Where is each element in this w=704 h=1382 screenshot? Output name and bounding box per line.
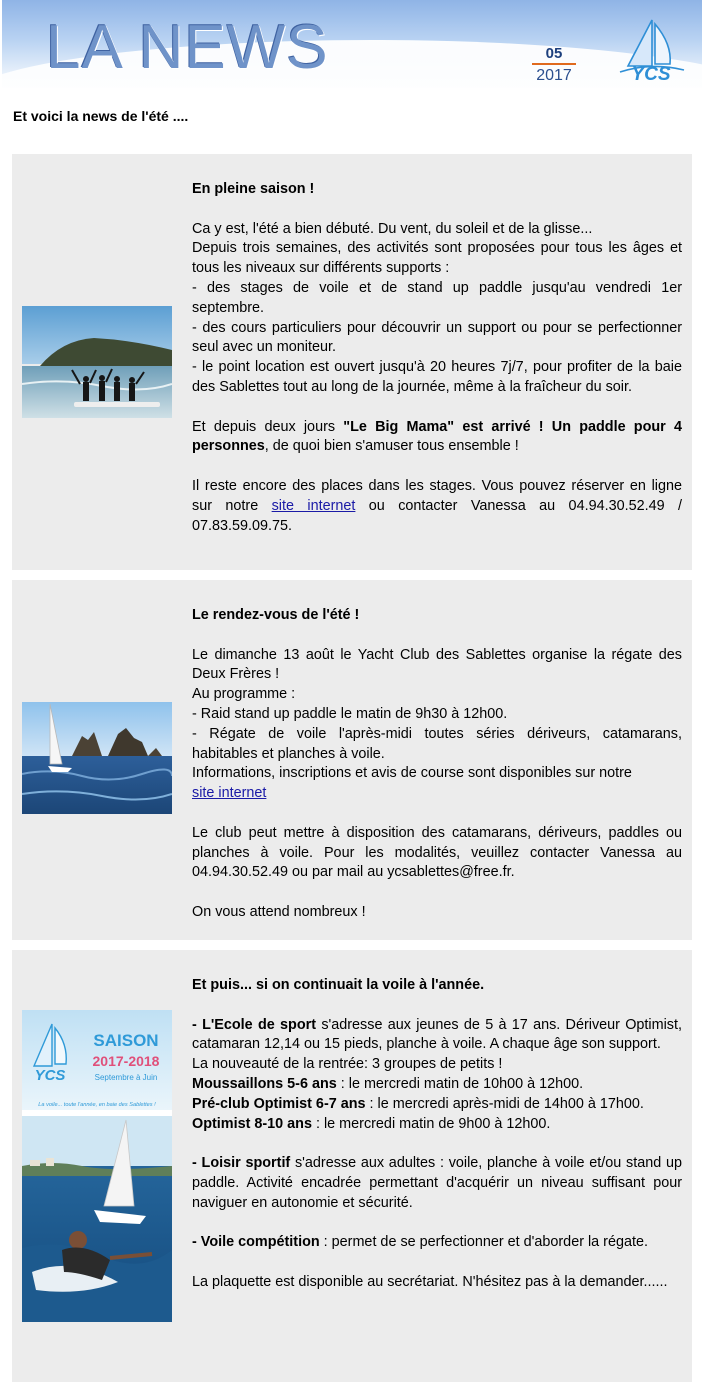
section2-p2: Au programme :: [192, 686, 296, 703]
paddle-photo: [22, 306, 172, 418]
season-poster: [22, 1010, 172, 1322]
competition-text: : permet de se perfectionner et d'aborder la régate.: [319, 1234, 648, 1251]
section2-text: [192, 606, 682, 923]
intro-text: Et voici la news de l'été ....: [13, 108, 189, 124]
ecole-label: - L'Ecole de sport: [192, 1016, 317, 1033]
site-internet-link-1[interactable]: site internet: [271, 497, 356, 514]
poster-logo: YCS: [34, 1067, 66, 1084]
section3-group1: [192, 1075, 682, 1095]
section2-p6: Le club peut mettre à disposition des catamarans, dériveurs, paddles ou planches à voile. Pour les modalités, veuillez contacter Vanessa au 04.94.30.52.49 ou par mail au ycsablettes@free.fr.: [192, 824, 682, 881]
ecole-text: s'adresse aux jeunes de 5 à 17 ans. Dériveur Optimist, catamaran 12,14 ou 15 pieds, planche à voile. A chaque âge son support.: [192, 1016, 682, 1053]
section1-text: [192, 180, 682, 536]
section1-p6-tail: , de quoi bien s'amuser tous ensemble !: [264, 438, 519, 455]
logo-text: YCS: [631, 64, 671, 84]
header-banner: [2, 0, 702, 88]
group2-text: : le mercredi après-midi de 14h00 à 17h00.: [365, 1095, 644, 1112]
site-internet-link-2[interactable]: site internet: [192, 785, 267, 802]
group1-label: Moussaillons 5-6 ans: [192, 1075, 337, 1092]
section1-p4: - des cours particuliers pour découvrir un support ou pour se perfectionner seul avec un moniteur.: [192, 319, 682, 356]
section-summer-season: [12, 154, 692, 570]
group1-text: : le mercredi matin de 10h00 à 12h00.: [336, 1075, 584, 1092]
section3-title: Et puis... si on continuait la voile à l'année.: [192, 977, 485, 993]
section1-p6-lead: Et depuis deux jours: [192, 418, 344, 435]
issue-badge: [532, 46, 576, 84]
section3-competition: [192, 1233, 682, 1253]
section3-loisir: [192, 1154, 682, 1213]
section-year-round: [12, 950, 692, 1382]
issue-year: 2017: [536, 67, 572, 84]
loisir-text: s'adresse aux adultes : voile, planche à voile et/ou stand up paddle. Activité encadrée permettant d'acquérir un niveau suffisant pour naviguer en autonomie et sécurité.: [192, 1155, 682, 1211]
section2-p4: - Régate de voile l'après-midi toutes séries dériveurs, catamarans, habitables et planches à voile.: [192, 725, 682, 762]
group3-label: Optimist 8-10 ans: [192, 1115, 312, 1132]
section2-p5-link-line: [192, 784, 682, 804]
section3-group3: [192, 1115, 682, 1135]
section1-p7-tail: ou contacter Vanessa au 04.94.30.52.49 / 07.83.59.09.75.: [192, 497, 682, 534]
poster-saison: SAISON: [93, 1031, 159, 1050]
section-summer-event: [12, 580, 692, 940]
section3-ecole: [192, 1016, 682, 1056]
section1-p7-lead: Il reste encore des places dans les stages. Vous pouvez réserver en ligne sur notre: [192, 477, 682, 514]
competition-label: - Voile compétition: [192, 1234, 320, 1251]
poster-tagline: La voile... toute l'année, en baie des Sablettes !: [38, 1102, 156, 1108]
section3-plaquette: La plaquette est disponible au secrétariat. N'hésitez pas à la demander......: [192, 1273, 668, 1290]
issue-divider: [532, 63, 576, 65]
issue-number: 05: [545, 45, 563, 62]
section2-p1: Le dimanche 13 août le Yacht Club des Sablettes organise la régate des Deux Frères !: [192, 646, 682, 683]
section1-p7: [192, 477, 682, 536]
section1-p6: [192, 418, 682, 458]
section2-p7: On vous attend nombreux !: [192, 903, 366, 920]
section2-p3: - Raid stand up paddle le matin de 9h30 à 12h00.: [192, 705, 508, 722]
ycs-logo: [616, 18, 686, 84]
section1-p6-bold: "Le Big Mama" est arrivé ! Un paddle pour 4 personnes: [192, 418, 682, 455]
group2-label: Pré-club Optimist 6-7 ans: [192, 1095, 366, 1112]
regatta-photo: [22, 702, 172, 814]
group3-text: : le mercredi matin de 9h00 à 12h00.: [311, 1115, 551, 1132]
section2-p5: Informations, inscriptions et avis de course sont disponibles sur notre: [192, 765, 632, 782]
section1-title: En pleine saison !: [192, 181, 315, 197]
poster-period: Septembre à Juin: [94, 1073, 158, 1082]
section1-p3: - des stages de voile et de stand up paddle jusqu'au vendredi 1er septembre.: [192, 279, 682, 316]
poster-years: 2017-2018: [92, 1053, 160, 1069]
loisir-label: - Loisir sportif: [192, 1155, 291, 1172]
section1-p1: Ca y est, l'été a bien débuté. Du vent, du soleil et de la glisse...: [192, 220, 593, 237]
newsletter-title: LA NEWS: [46, 13, 329, 82]
section3-text: [192, 976, 682, 1293]
section3-group2: [192, 1095, 682, 1115]
section1-p2: Depuis trois semaines, des activités sont proposées pour tous les âges et tous les niveaux sur différents supports :: [192, 240, 682, 277]
section2-title: Le rendez-vous de l'été !: [192, 607, 360, 623]
section1-p5: - le point location est ouvert jusqu'à 20 heures 7j/7, pour profiter de la baie des Sablettes tout au long de la journée, même à la fraîcheur du soir.: [192, 359, 682, 395]
section3-nouveaute: La nouveauté de la rentrée: 3 groupes de petits !: [192, 1056, 503, 1073]
